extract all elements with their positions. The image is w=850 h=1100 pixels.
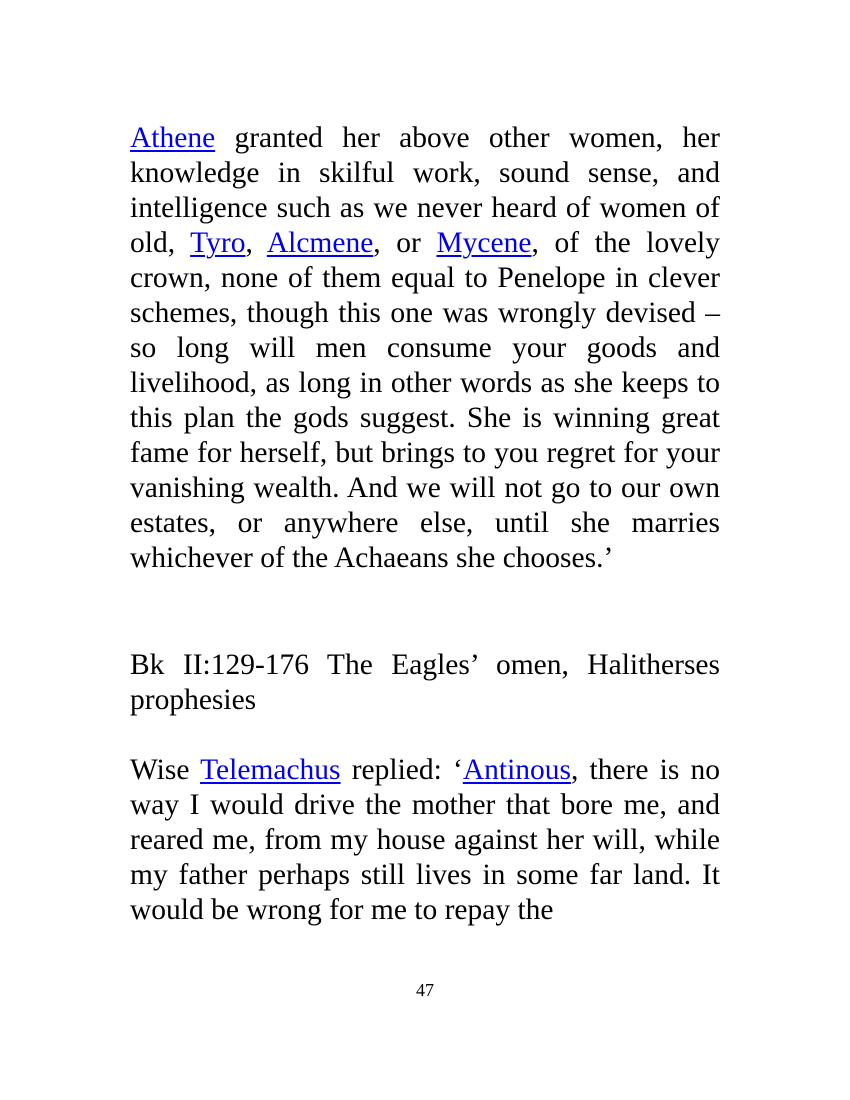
page-number: 47 <box>416 980 434 1000</box>
link-alcmene[interactable]: Alcmene <box>266 227 374 259</box>
paragraph-1-text-2: , <box>245 227 267 259</box>
link-antinous[interactable]: Antinous <box>462 754 571 786</box>
section-heading: Bk II:129-176 The Eagles’ omen, Halitherses prophesies <box>130 649 720 716</box>
paragraph-1-text-3: , or <box>373 227 437 259</box>
link-telemachus[interactable]: Telemachus <box>200 754 341 786</box>
link-tyro[interactable]: Tyro <box>190 227 246 259</box>
paragraph-2-text-2: replied: ‘ <box>340 754 463 786</box>
paragraph-2-text-3: , there is no way I would drive the mother that bore me, and reared me, from my house against her will, while my father perhaps still lives in some far land. It would be wrong for me to repay the <box>130 754 721 926</box>
body-paragraph-2 <box>130 753 720 928</box>
paragraph-1-text-1: granted her above other women, her knowledge in skilful work, sound sense, and intelligence such as we never heard of women of old, <box>130 122 720 259</box>
link-mycene[interactable]: Mycene <box>436 227 532 259</box>
body-paragraph-1 <box>130 121 720 576</box>
link-athene[interactable]: Athene <box>130 122 216 154</box>
paragraph-1-text-4: , of the lovely crown, none of them equal to Penelope in clever schemes, though this one was wrongly devised – so long will men consume your goods and livelihood, as long in other words as she keeps to this plan the gods suggest. She is winning great fame for herself, but brings to you regret for your vanishing wealth. And we will not go to our own estates, or anywhere else, until she marries whichever of the Achaeans she chooses.’ <box>130 227 721 574</box>
paragraph-2-text-1: Wise <box>130 754 201 786</box>
